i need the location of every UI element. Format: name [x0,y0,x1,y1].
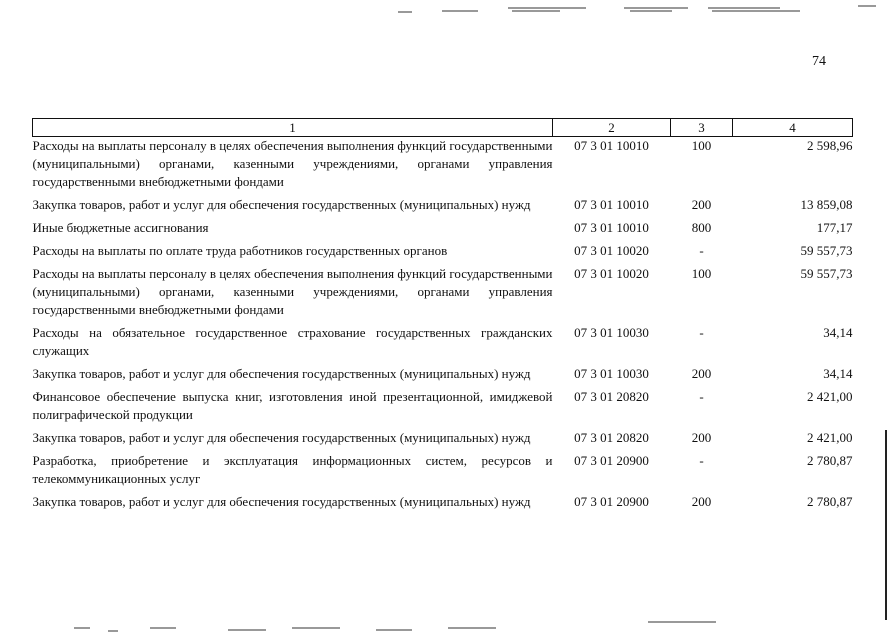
row-code: 07 3 01 10010 [574,220,649,235]
row-amount: 2 421,00 [807,430,853,445]
row-type: - [699,453,704,468]
row-name: Закупка товаров, работ и услуг для обеспечения государственных (муниципальных) нужд [32,366,531,381]
row-code: 07 3 01 20820 [574,389,649,404]
page-number: 74 [812,54,826,69]
row-amount: 2 598,96 [807,138,853,153]
row-code: 07 3 01 20900 [574,453,649,468]
table-row [33,493,853,516]
row-amount: 13 859,08 [800,197,853,212]
row-name: Расходы на обязательное государственное страхование государственных гражданских служащих [32,325,553,358]
row-amount: 34,14 [823,325,853,340]
header-col-1: 1 [33,119,553,137]
header-col-4: 4 [733,119,853,137]
row-code: 07 3 01 10030 [574,366,649,381]
row-amount: 34,14 [823,366,853,381]
row-amount: 2 780,87 [807,494,853,509]
row-name: Закупка товаров, работ и услуг для обеспечения государственных (муниципальных) нужд [32,494,531,509]
row-name: Иные бюджетные ассигнования [32,220,209,235]
budget-table [32,118,853,516]
row-amount: 59 557,73 [800,243,853,258]
row-type: 200 [691,494,712,509]
row-code: 07 3 01 10030 [574,325,649,340]
row-name: Финансовое обеспечение выпуска книг, изготовления иной презентационной, имиджевой полиграфической продукции [32,389,553,422]
table-row [33,429,853,452]
table-row [33,265,853,324]
row-code: 07 3 01 20900 [574,494,649,509]
row-amount: 2 421,00 [807,389,853,404]
table-row [33,388,853,429]
row-type: 800 [691,220,712,235]
table-header-row [33,119,853,137]
row-type: 200 [691,430,712,445]
table-row [33,365,853,388]
header-col-3: 3 [671,119,733,137]
table-row [33,219,853,242]
table-row [33,196,853,219]
row-type: - [699,389,704,404]
table-row [33,452,853,493]
table-row [33,324,853,365]
row-type: 200 [691,197,712,212]
row-amount: 59 557,73 [800,266,853,281]
table-row [33,242,853,265]
row-name: Расходы на выплаты по оплате труда работников государственных органов [32,243,448,258]
row-type: 100 [691,138,712,153]
row-name: Разработка, приобретение и эксплуатация информационных систем, ресурсов и телекоммуникационных услуг [32,453,553,486]
row-name: Закупка товаров, работ и услуг для обеспечения государственных (муниципальных) нужд [32,197,531,212]
row-code: 07 3 01 20820 [574,430,649,445]
row-name: Расходы на выплаты персоналу в целях обеспечения выполнения функций государственными (муниципальными) органами, казенными учреждениями, органами управления государственными внебюджетными фондами [32,266,553,317]
header-col-2: 2 [553,119,671,137]
row-amount: 177,17 [816,220,853,235]
row-type: - [699,243,704,258]
row-code: 07 3 01 10010 [574,138,649,153]
row-type: 100 [691,266,712,281]
table-row [33,137,853,197]
row-amount: 2 780,87 [807,453,853,468]
row-type: 200 [691,366,712,381]
row-code: 07 3 01 10020 [574,266,649,281]
row-code: 07 3 01 10010 [574,197,649,212]
row-name: Расходы на выплаты персоналу в целях обеспечения выполнения функций государственными (муниципальными) органами, казенными учреждениями, органами управления государственными внебюджетными фондами [32,138,553,189]
row-code: 07 3 01 10020 [574,243,649,258]
row-type: - [699,325,704,340]
row-name: Закупка товаров, работ и услуг для обеспечения государственных (муниципальных) нужд [32,430,531,445]
